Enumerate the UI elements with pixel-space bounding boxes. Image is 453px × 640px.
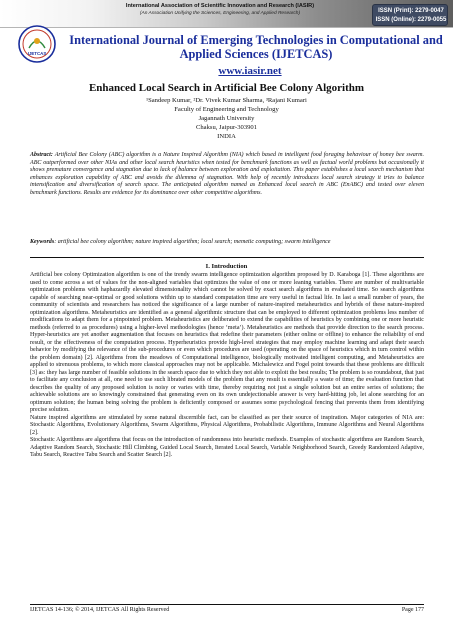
- abstract-label: Abstract:: [30, 152, 53, 158]
- paragraph: Artificial bee colony Optimization algorithm is one of the trendy swarm intelligence optimization algorithm proposed by D. Karaboga [1]. These algorithms are used to come across a set of values for the non-aligned variables that optimizes the value of one or more leaning variables. There are number of multivariable optimization problems with haphazardly elevated dimensionality which cannot be solved by exact search algorithms in evaluated time. So search algorithms capable of searching near-optimal or good solutions within up to standard computation time are very useful in factual life. In last a small number of years, the community of scientists and researchers has noticed the significance of a large number of nature-inspired metaheuristics and hybrids of these nature-inspired optimization algorithms. Metaheuristics are identified as a general algorithmic structure that can be employed to different optimization problems less number of modifications to adapt them for a pinpointed problem. Metaheuristics are deliberated to extend the capabilities of heuristics by combining one or more heuristic methods (referred to as procedures) using a higher-level methodologies (hence ‘meta’). Metaheuristics are methods that provide direction to the search process. Hyper-heuristics are yet another augmentation that focuses on heuristics that redefine their parameters (either online or offline) to enhance the reliability of end result, or the effectiveness of the computation process. Hyperheuristics provide high-level strategies that may employ machine learning and adapt their search behavior by modifying the relevance of the sub-procedures or even which procedures are used (operating on the space of heuristics which in turn control within the problem domain) [2]. Algorithms from the meadows of Computational intelligence, biologically motivated intelligent computing, and Metaheuristics are applied to strenuous problems, to which more classical approaches may not be applicable. Michalewicz and Fogel point towards that these problems are difficult [3] as: they has large number of feasible solutions in the search space due to which they not able to exploit the best results; The problem is so roundabout, that just to facilitate any conclusion at all, one need to use such librated models of the problem that any result is essentially a waste of time; the evaluation function that describes the quality of any proposed solution is noisy or varies with time, thereby requiring not just a single solution but an entire series of solutions; the achievable solutions are so knowingly constrained that generating even on its own undejectionable answer is very hard-hitting job, let alone searching for an optimum solution; the human being solving the problem is deficiently composed or assumes some psychological fencing that prevents them from identifying precise solution.: [30, 272, 424, 413]
- issn-online: ISSN (Online): 2279-0055: [375, 17, 447, 23]
- section-heading: I. Introduction: [205, 263, 248, 270]
- header-banner: [0, 0, 453, 28]
- association-subtitle: (An Association Unifying the Sciences, Engineering, and Applied Research): [139, 11, 301, 16]
- journal-website-link[interactable]: www.iasir.net: [218, 65, 282, 77]
- affiliation-line-4: INDIA: [217, 133, 236, 140]
- section-divider: [30, 257, 424, 258]
- paragraph: Nature inspired algorithms are stimulated by some natural discernible fact, can be classified as per their source of inspiration. Major categories of NIA are: Stochastic Algorithms, Evolutionary Algorithms, Swarm Algorithms, Physical Algorithms, Probabilistic Algorithms, Immune Algorithms and Neural Algorithms [2].: [30, 414, 424, 436]
- page-number: Page 177: [401, 607, 424, 613]
- paper-title: Enhanced Local Search in Artificial Bee Colony Algorithm: [88, 82, 365, 94]
- association-name: International Association of Scientific Innovation and Research (IASIR): [125, 3, 315, 9]
- paper-authors: ¹Sandeep Kumar, ²Dr. Vivek Kumar Sharma, ³Rajani Kumari: [146, 97, 307, 104]
- banner-divider: [0, 27, 453, 28]
- journal-title: International Journal of Emerging Technologies in Computational and Applied Sciences (IJETCAS): [69, 33, 443, 61]
- paragraph: Stochastic Algorithms are algorithms that focus on the introduction of randomness into heuristic methods. Examples of stochastic algorithms are Random Search, Adaptive Random Search, Stochastic Hill Climbing, Guided Local Search, Iterated Local Search, Variable Neighborhood Search, Greedy Randomized Adaptive, Tabu Search, Reactive Tabu Search and Scatter Search [2].: [30, 437, 424, 458]
- issn-print: ISSN (Print): 2279-0047: [378, 8, 444, 14]
- affiliation-line-3: Chaksu, Jaipur-303901: [195, 124, 258, 131]
- keywords: [30, 239, 424, 247]
- issn-box: [372, 4, 448, 26]
- affiliation-line-2: Jagannath University: [198, 115, 255, 122]
- journal-logo: [17, 24, 57, 64]
- abstract-text: Artificial Bee Colony (ABC) algorithm is a Nature Inspired Algorithm (NIA) which based in intelligent food foraging behaviour of honey bee swarm. ABC outperformed over other NIAs and other local search heuristics when tested for benchmark functions as well as factual world problems but occasionally it shows premature convergence and stagnation due to lack of balance between exploration and exploitation. This paper establishes a local search mechanism that enhances exploration capability of ABC and avoids the dilemma of stagnation. With help of recently introduces local search strategy it tries to balance intensification and diversification of search space. The anticipated algorithm named as Enhanced local search in ABC (EnABC) and tested over eleven benchmark functions. Results are evidence for its dominance over other competitive algorithms.: [30, 152, 425, 196]
- logo-text: IJETCAS: [27, 51, 47, 56]
- keywords-text: : artificial bee colony algorithm; nature inspired algorithm; local search; memetic computing; swarm intelligence: [54, 239, 331, 245]
- footer-divider: [30, 604, 424, 605]
- keywords-label: Keywords: [30, 239, 55, 245]
- introduction-body: [30, 272, 424, 460]
- affiliation-line-1: Faculty of Engineering and Technology: [174, 106, 279, 113]
- footer-copyright: IJETCAS 14-136; © 2014, IJETCAS All Rights Reserved: [30, 607, 170, 613]
- abstract: [30, 152, 424, 197]
